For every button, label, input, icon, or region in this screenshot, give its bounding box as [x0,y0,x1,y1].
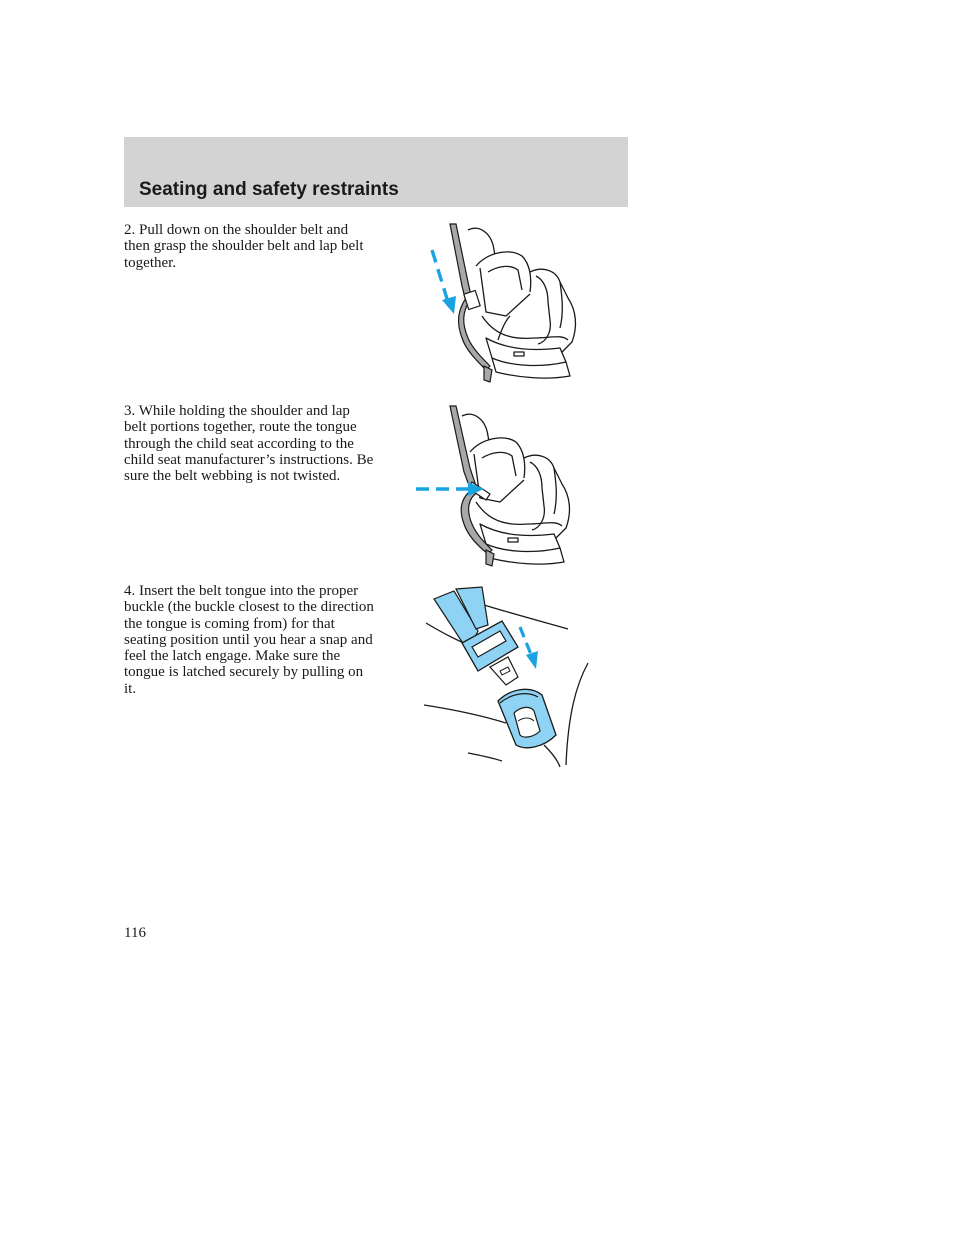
child-seat-pull-belt-illustration [410,220,585,390]
section-title: Seating and safety restraints [139,179,399,200]
step-3-text: 3. While holding the shoulder and lap belt portions together, route the tongue through the child seat according to the child seat manufacturer’s instructions. Be sure the belt webbing is not twisted. [124,403,374,485]
belt-buckle-insert-illustration [420,585,595,770]
step-2-text: 2. Pull down on the shoulder belt and then grasp the shoulder belt and lap belt together. [124,222,364,271]
page-number: 116 [124,925,146,941]
child-seat-route-belt-illustration [410,402,585,572]
step-4-text: 4. Insert the belt tongue into the proper buckle (the buckle closest to the direction the tongue is coming from) for that seating position until you hear a snap and feel the latch engage. Make sure the tongue is latched securely by pulling on it. [124,583,374,697]
section-header-band [124,137,628,207]
